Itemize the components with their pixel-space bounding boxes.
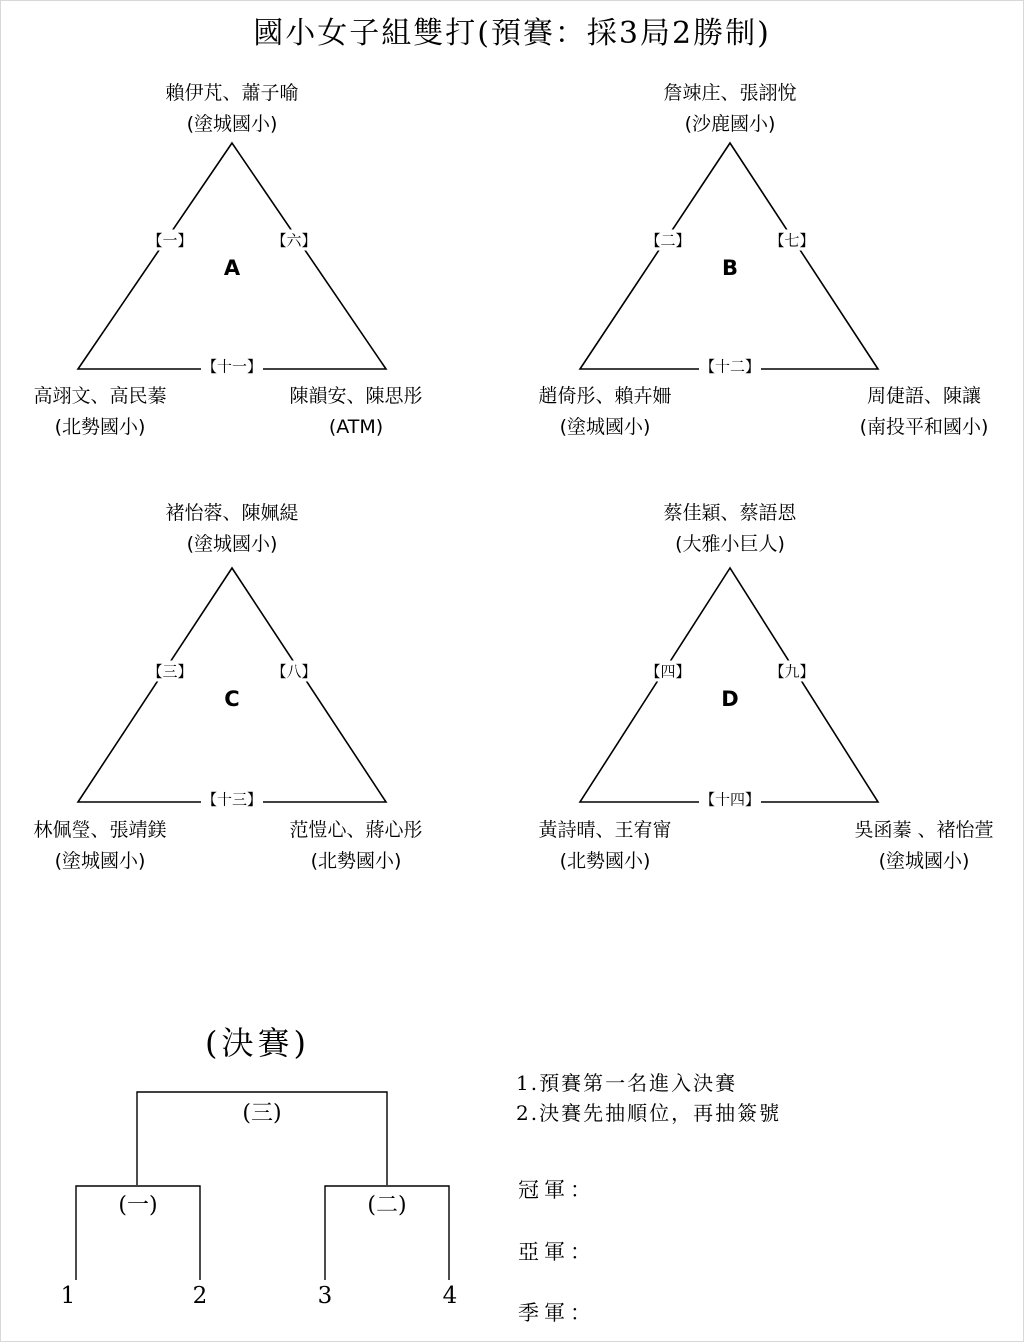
team-school: (北勢國小) [54,416,146,438]
team-names: 高翊文、高民蓁 [33,385,167,407]
team-school: (大雅小巨人) [675,533,785,555]
match-label: 【十四】 [699,790,761,809]
team-names: 陳韻安、陳思彤 [289,385,423,407]
team-names: 周倢語、陳讓 [866,385,982,407]
seed-number: 1 [60,1283,76,1309]
team-school: (塗城國小) [54,850,146,872]
match-label: 【六】 [271,231,317,250]
final-match-label: (一) [118,1193,158,1218]
team-names: 范愷心、蔣心彤 [289,819,423,841]
team-names: 吳函蓁 、褚怡萱 [854,819,994,841]
group-letter: B [721,256,739,280]
note-line: 1.預賽第一名進入決賽 [516,1071,738,1095]
team-school: (南投平和國小) [859,416,989,438]
team-names: 詹竦庄、張詡悅 [663,82,797,104]
note-line: 2.決賽先抽順位，再抽簽號 [516,1101,782,1125]
team-school: (沙鹿國小) [684,113,776,135]
group-letter: D [721,687,739,711]
match-label: 【十三】 [201,790,263,809]
match-label: 【九】 [769,662,815,681]
match-label: 【一】 [147,231,193,250]
team-names: 趙倚彤、賴卉姍 [538,385,672,407]
team-names: 褚怡蓉、陳姵緹 [165,502,299,524]
final-match-label: (三) [242,1101,282,1126]
match-label: 【二】 [645,231,691,250]
team-names: 林佩瑩、張靖鎂 [33,819,167,841]
team-school: (北勢國小) [310,850,402,872]
final-match-label: (二) [367,1193,407,1218]
team-school: (塗城國小) [878,850,970,872]
group-letter: C [224,687,240,711]
champion-label: 冠軍： [518,1178,596,1202]
runner-up-label: 亞軍： [518,1240,596,1264]
team-names: 蔡佳穎、蔡語恩 [663,502,797,524]
match-label: 【十二】 [699,357,761,376]
team-school: (北勢國小) [559,850,651,872]
match-label: 【四】 [645,662,691,681]
final-title: (決賽) [205,1024,310,1062]
match-label: 【八】 [271,662,317,681]
team-school: (塗城國小) [186,533,278,555]
seed-number: 2 [192,1283,208,1309]
match-label: 【十一】 [201,357,263,376]
seed-number: 4 [442,1283,458,1309]
match-label: 【七】 [769,231,815,250]
team-names: 黃詩晴、王宥甯 [538,819,672,841]
team-school: (ATM) [328,416,384,438]
team-school: (塗城國小) [559,416,651,438]
team-school: (塗城國小) [186,113,278,135]
team-names: 賴伊芃、蕭子喻 [165,82,299,104]
seed-number: 3 [317,1283,333,1309]
page-title: 國小女子組雙打(預賽：採3局2勝制) [253,16,771,51]
match-label: 【三】 [147,662,193,681]
group-letter: A [223,256,241,280]
third-place-label: 季軍： [518,1301,596,1325]
